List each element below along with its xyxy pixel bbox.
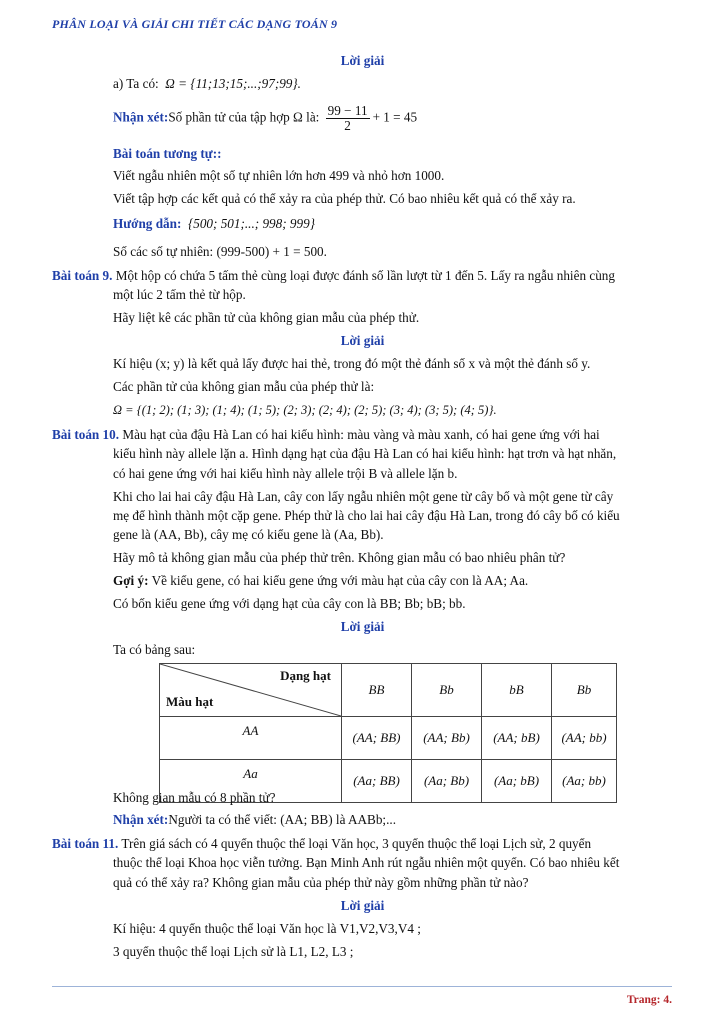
row-label: AA [160, 717, 342, 760]
guide-set: {500; 501;...; 998; 999} [187, 216, 315, 231]
problem-10-line-3: có hai gene ứng với hai kiểu hình này allele trội B và allele lặn b. [113, 466, 458, 481]
problem-11-line-3: quả có thể xảy ra? Không gian mẫu của phép thử này gồm những phần tử nào? [113, 875, 529, 890]
remark-text: Số phần tử của tập hợp Ω là: [168, 109, 320, 125]
column-header: Bb [552, 664, 617, 717]
corner-bottom-label: Màu hạt [166, 694, 214, 709]
problem-11-sol-1: Kí hiệu: 4 quyển thuộc thể loại Văn học là V1,V2,V3,V4 ; [113, 921, 421, 936]
table-corner-cell [160, 664, 342, 717]
table-cell: (AA; Bb) [412, 717, 482, 760]
footer-divider [52, 986, 672, 987]
problem-10-label: Bài toán 10. [52, 427, 120, 442]
similar-line-2: Viết tập hợp các kết quả có thể xảy ra của phép thử. Có bao nhiêu kết quả có thể xảy ra. [113, 191, 576, 206]
solution-heading: Lời giải [340, 53, 385, 68]
problem-10-line-2: kiểu hình này allele lặn a. Hình dạng hạt của đậu Hà Lan có hai kiểu hình: hạt trơn và hạt nhăn, [113, 446, 617, 461]
fraction-numerator: 99 − 11 [327, 103, 368, 118]
column-header: BB [342, 664, 412, 717]
corner-top-label: Dạng hạt [280, 668, 331, 683]
table-intro: Ta có bảng sau: [113, 642, 196, 657]
genotype-table [159, 663, 617, 803]
problem-10-line-8: Có bốn kiểu gene ứng với dạng hạt của cây con là BB; Bb; bB; bb. [113, 596, 466, 611]
hint-label: Gợi ý: [113, 573, 149, 588]
problem-10-line-5: mẹ để hình thành một cặp gene. Phép thử là cho lai hai cây đậu Hà Lan, trong đó cây bố có kiểu [113, 508, 620, 523]
page-number: Trang: 4. [626, 994, 672, 1006]
similar-line-1: Viết ngẫu nhiên một số tự nhiên lớn hơn 499 và nhỏ hơn 1000. [113, 168, 445, 183]
problem-11-label: Bài toán 11. [52, 836, 119, 851]
table-header-row [160, 664, 617, 717]
similar-problem-label: Bài toán tương tự:: [113, 146, 222, 161]
remark-2 [113, 812, 396, 828]
guide-label: Hướng dẫn: [113, 216, 182, 231]
column-header: Bb [412, 664, 482, 717]
problem-9-line-1 [52, 268, 615, 284]
sample-space-count: Không gian mẫu có 8 phần tử? [113, 790, 276, 805]
problem-11-line-2: thuộc thể loại Khoa học viễn tưởng. Bạn Minh Anh rút ngẫu nhiên một quyển. Có bao nhiêu kết [113, 855, 620, 870]
table-row [160, 717, 617, 760]
remark-2-text: Người ta có thể viết: (AA; BB) là AABb;... [168, 812, 396, 827]
problem-11-text-1: Trên giá sách có 4 quyển thuộc thể loại Văn học, 3 quyển thuộc thể loại Lịch sử, 2 quyển [121, 836, 592, 851]
problem-10-text-1: Màu hạt của đậu Hà Lan có hai kiểu hình: màu vàng và màu xanh, có hai gene ứng với hai [122, 427, 600, 442]
problem-9-solution-heading: Lời giải [340, 333, 385, 348]
problem-9-text-1: Một hộp có chứa 5 tấm thẻ cùng loại được đánh số lần lượt từ 1 đến 5. Lấy ra ngẫu nhiên cùng [115, 268, 615, 283]
problem-11-sol-2: 3 quyển thuộc thể loại Lịch sử là L1, L2, L3 ; [113, 944, 354, 959]
problem-10-line-1 [52, 427, 600, 443]
row-label: Aa [160, 760, 342, 803]
table-cell: (Aa; Bb) [412, 760, 482, 803]
problem-9-label: Bài toán 9. [52, 268, 113, 283]
remark-label: Nhận xét: [113, 109, 169, 125]
table-cell: (Aa; BB) [342, 760, 412, 803]
part-a [113, 76, 301, 92]
fraction [326, 104, 370, 133]
table-cell: (AA; BB) [342, 717, 412, 760]
table-cell: (Aa; bb) [552, 760, 617, 803]
remark-1 [113, 104, 417, 133]
remark-2-label: Nhận xét: [113, 812, 169, 827]
similar-count: Số các số tự nhiên: (999-500) + 1 = 500. [113, 244, 327, 259]
problem-10-line-4: Khi cho lai hai cây đậu Hà Lan, cây con lấy ngẫu nhiên một gene từ cây bố và một gene từ cây [113, 489, 614, 504]
problem-10-solution-heading: Lời giải [340, 619, 385, 634]
part-a-lead: a) Ta có: [113, 76, 159, 91]
problem-9-sol-1: Kí hiệu (x; y) là kết quả lấy được hai thẻ, trong đó một thẻ đánh số x và một thẻ đánh số y. [113, 356, 591, 371]
problem-9-line-2: một lúc 2 tấm thẻ từ hộp. [113, 287, 246, 302]
problem-11-solution-heading: Lời giải [340, 898, 385, 913]
column-header: bB [482, 664, 552, 717]
table-cell: (AA; bB) [482, 717, 552, 760]
page-header: PHÂN LOẠI VÀ GIẢI CHI TIẾT CÁC DẠNG TOÁN 9 [52, 17, 338, 31]
remark-tail: + 1 = 45 [372, 109, 418, 125]
table-cell: (Aa; bB) [482, 760, 552, 803]
problem-9-sol-2: Các phần tử của không gian mẫu của phép thử là: [113, 379, 375, 394]
problem-9-sol-3: Ω = {(1; 2); (1; 3); (1; 4); (1; 5); (2; 3); (2; 4); (2; 5); (3; 4); (3; 5); (4; 5)}. [113, 403, 497, 417]
hint-text: Về kiểu gene, có hai kiểu gene ứng với màu hạt của cây con là AA; Aa. [148, 573, 529, 588]
guide [113, 216, 315, 232]
problem-10-line-6: gene là (AA, Bb), cây mẹ có kiểu gene là (Aa, Bb). [113, 527, 384, 542]
problem-10-line-7: Hãy mô tả không gian mẫu của phép thử trên. Không gian mẫu có bao nhiêu phân tử? [113, 550, 566, 565]
table-cell: (AA; bb) [552, 717, 617, 760]
problem-11-line-1 [52, 836, 591, 852]
omega-set: Ω = {11;13;15;...;97;99}. [165, 76, 301, 91]
problem-9-line-3: Hãy liệt kê các phần tử của không gian mẫu của phép thử. [113, 310, 420, 325]
fraction-denominator: 2 [344, 118, 351, 133]
problem-10-hint [113, 573, 528, 589]
